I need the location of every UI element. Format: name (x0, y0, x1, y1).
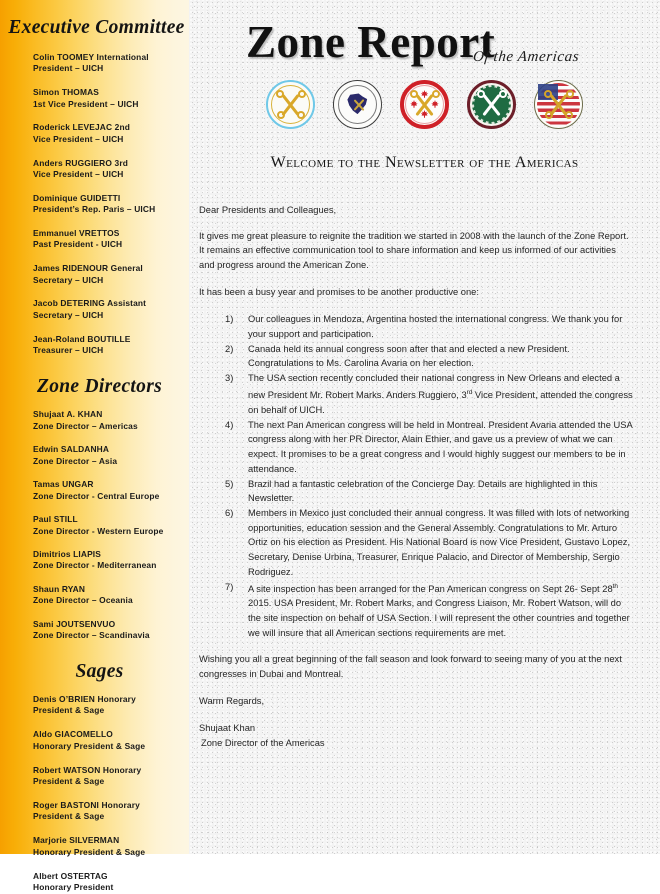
member-line-2: Zone Director - Mediterranean (33, 560, 157, 571)
signature-role: Zone Director of the Americas (201, 737, 325, 748)
member-line-2: Secretary – UICH (33, 274, 104, 285)
list-item: Our colleagues in Mendoza, Argentina hosted the international congress. We thank you for your support and participation. (248, 313, 623, 339)
member-line-1: Tamas UNGAR (33, 479, 94, 490)
mexico-crest-icon (467, 80, 516, 129)
canada-crest-icon (400, 80, 449, 129)
member-line-1: Dimitrios LIAPIS (33, 549, 102, 560)
list-item (0, 800, 189, 823)
member-line-1: Robert WATSON Honorary (33, 764, 142, 775)
member-line-2: 1st Vice President – UICH (33, 98, 139, 109)
signoff-block (199, 652, 634, 750)
list-item (0, 584, 189, 607)
crossed-keys-icon (410, 90, 440, 120)
item-text-b: 2015. USA President, Mr. Robert Marks, and Congress Liaison, Mr. Robert Watson, will do the site inspection on behalf of USA Section. I will represent the other countries and together we will insure that all American sections requirements are met. (248, 598, 630, 638)
sidebar-heading-zone-directors: Zone Directors (37, 376, 162, 398)
page-subtitle: Of the Americas (472, 49, 581, 65)
crossed-keys-icon (477, 90, 507, 120)
main-content (189, 0, 660, 854)
member-line-1: Marjorie SILVERMAN (33, 835, 120, 846)
ordinal-suffix: rd (466, 388, 473, 396)
list-item (0, 765, 189, 788)
masthead (189, 0, 660, 196)
list-item (199, 580, 634, 640)
list-item (0, 479, 189, 502)
list-item (0, 444, 189, 467)
member-line-1: Dominique GUIDETTI (33, 192, 121, 203)
list-item (199, 371, 634, 417)
sages-list (0, 694, 189, 894)
member-line-1: Roger BASTONI Honorary (33, 799, 140, 810)
member-line-1: Sami JOUTSENVUO (33, 618, 116, 629)
member-line-1: Anders RUGGIERO 3rd (33, 157, 128, 168)
list-item (0, 298, 189, 321)
list-item (0, 729, 189, 752)
member-line-1: Jean-Roland BOUTILLE (33, 333, 131, 344)
letter-body (199, 203, 634, 750)
list-item (0, 871, 189, 894)
list-item (0, 549, 189, 572)
member-line-2: Past President - UICH (33, 239, 123, 250)
signature-name: Shujaat Khan (199, 723, 256, 734)
member-line-1: Edwin SALDANHA (33, 444, 110, 455)
member-line-2: President & Sage (33, 811, 105, 822)
member-line-1: Aldo GIACOMELLO (33, 729, 113, 740)
list-item (0, 122, 189, 145)
member-line-1: Roderick LEVEJAC 2nd (33, 122, 131, 133)
list-item: Members in Mexico just concluded their annual congress. It was filled with lots of networking opportunities, education session and the General Assembly. Congratulations to Mr. Arturo Ortiz on his election as President. His National Board is now Vice President, Gustavo Lopez, Secretary, Denise Urbina, Treasurer, Enrique Palacio, and Director of Membership, Sergio Rodriguez. (248, 508, 631, 577)
member-line-2: Vice President – UICH (33, 169, 124, 180)
salutation: Dear Presidents and Colleagues, (199, 205, 337, 215)
usa-crest-icon (534, 80, 583, 129)
list-item (0, 409, 189, 432)
zone-directors-list (0, 409, 189, 641)
member-line-1: Emmanuel VRETTOS (33, 228, 120, 239)
member-line-1: Paul STILL (33, 514, 78, 525)
item-text-a: The USA section recently concluded their national congress in New Orleans and elected a new President Mr. Robert Marks. Anders Ruggiero, 3 (248, 373, 620, 401)
member-line-2: Vice President – UICH (33, 133, 124, 144)
member-line-2: President & Sage (33, 775, 105, 786)
list-item (0, 87, 189, 110)
member-line-1: Shaun RYAN (33, 583, 86, 594)
sidebar-heading-sages: Sages (75, 660, 124, 682)
member-line-2: Secretary – UICH (33, 309, 104, 320)
sidebar-heading-executive-committee: Executive Committee (8, 17, 185, 38)
crest-logo-row (189, 80, 660, 129)
page-title: Zone Report (246, 17, 496, 67)
member-line-2: President’s Rep. Paris – UICH (33, 204, 156, 215)
regards-line: Warm Regards, (199, 695, 265, 706)
member-line-2: Honorary President & Sage (33, 846, 146, 857)
list-item (0, 514, 189, 537)
list-item (0, 52, 189, 75)
list-item (0, 228, 189, 251)
member-line-2: Zone Director - Western Europe (33, 525, 164, 536)
closing-paragraph: Wishing you all a great beginning of the fall season and look forward to seeing many of you at the next congresses in Dubai and Montreal. (199, 654, 622, 679)
item-text-b: Vice President, attended the congress on behalf of UICH. (248, 390, 633, 415)
member-line-2: Zone Director – Scandinavia (33, 630, 150, 641)
crossed-keys-icon (544, 90, 574, 120)
list-item: Canada held its annual congress soon after that and elected a new President. Congratulations to Ms. Carolina Avaria on her election. (248, 343, 570, 369)
item-text-a: A site inspection has been arranged for the Pan American congress on Sept 26- Sept 28 (248, 583, 613, 594)
ordinal-suffix: th (612, 582, 618, 590)
sidebar (0, 0, 189, 893)
news-items-list (199, 312, 634, 640)
member-line-1: Albert OSTERTAG (33, 870, 108, 881)
list-item (0, 619, 189, 642)
member-line-2: Treasurer – UICH (33, 345, 104, 356)
crossed-keys-icon (276, 90, 306, 120)
list-item (0, 263, 189, 286)
list-item (0, 158, 189, 181)
list-item (0, 334, 189, 357)
member-line-1: Colin TOOMEY International (33, 52, 149, 62)
list-item: Brazil had a fantastic celebration of the Concierge Day. Details are highlighted in this Newsletter. (248, 478, 598, 504)
member-line-1: Jacob DETERING Assistant (33, 298, 147, 309)
member-line-2: Zone Director – Asia (33, 455, 118, 466)
member-line-1: James RIDENOUR General (33, 263, 143, 274)
executive-committee-list (0, 52, 189, 356)
member-line-2: President & Sage (33, 705, 105, 716)
list-item: The next Pan American congress will be held in Montreal. President Avaria attended the USA congress along with her PR Director, Alain Ethier, and gave us a preview of what we can expect. It promises to be a great congress and I would highly suggest our members to be in attendance. (248, 419, 633, 474)
title-row (189, 0, 660, 72)
crossed-keys-icon (349, 98, 369, 112)
list-item (0, 694, 189, 717)
lead-in-paragraph: It has been a busy year and promises to be another productive one: (199, 286, 479, 297)
member-line-2: Zone Director - Central Europe (33, 490, 160, 501)
member-line-2: Zone Director – Americas (33, 420, 138, 431)
intro-paragraph: It gives me great pleasure to reignite the tradition we started in 2008 with the launch of the Zone Report. It remains an effective communication tool to share information and keep us informed of our activities and progress around the American Zone. (199, 230, 629, 270)
member-line-2: President – UICH (33, 63, 104, 74)
member-line-1: Shujaat A. KHAN (33, 409, 103, 420)
member-line-2: Zone Director – Oceania (33, 595, 133, 606)
welcome-headline: Welcome to the Newsletter of the Americas (270, 153, 579, 171)
list-item (0, 835, 189, 858)
member-line-2: Honorary President (33, 882, 114, 893)
member-line-2: Honorary President & Sage (33, 740, 146, 751)
list-item (0, 193, 189, 216)
member-line-1: Denis O’BRIEN Honorary (33, 693, 136, 704)
brazil-crest-icon (333, 80, 382, 129)
argentina-crest-icon (266, 80, 315, 129)
member-line-1: Simon THOMAS (33, 87, 100, 98)
